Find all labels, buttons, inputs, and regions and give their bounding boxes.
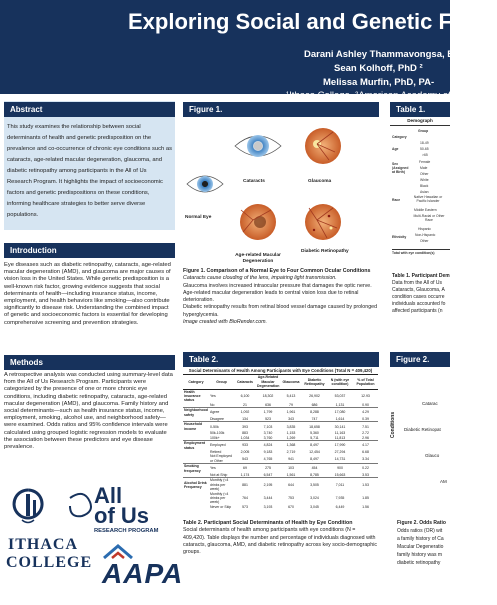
table1-title: Demograph (390, 118, 450, 126)
table2-value-cell: 1.85 (362, 495, 369, 500)
label-diabetic-retinopathy: Diabetic Retinopathy (301, 249, 349, 254)
glaucoma-retina-icon (305, 128, 341, 164)
figure2-condition: AM (440, 479, 447, 484)
table2-value-cell: 523 (265, 417, 271, 422)
introduction-text: Eye diseases such as diabetic retinopathy, cataracts, age-related macular degeneration (AMD), and glaucoma are major causes of vision loss in the United States. While genetic predisposition is a well-known risk factor, growing evidence suggests that social determinants of health—including insurance status, income, employment, and health behaviors like smoking—also contribute significantly to disease risk. Understanding the combined impact of genetic and socioeconomic factors is essential for developing comprehensive screening and prevention strategies. (4, 262, 171, 326)
diabetic-retinopathy-retina-icon (305, 204, 341, 240)
table2-value-cell: 7.51 (353, 422, 378, 431)
table2-caption-title: Table 2. Participant Social Determinants of Health by Eye Condition (183, 520, 353, 526)
table2-value-cell: 881 (234, 478, 256, 492)
figure1-caption (183, 268, 378, 326)
figure2 (392, 368, 450, 508)
table2-value-cell: 636 (265, 402, 271, 407)
table2-value-cell: 3,193 (263, 504, 273, 509)
table1-caption-line: Table 1. Participant Dem (392, 273, 450, 279)
table2-value-cell: 103 (280, 464, 302, 473)
aapa-logo-icon (104, 546, 132, 558)
table2-value-cell: 883 (242, 431, 248, 436)
table1-heading: Table 1. (390, 102, 450, 117)
table2-column-header: Diabetic Retinopathy (302, 375, 327, 389)
table2-group-cell: 0-50k (209, 422, 234, 431)
allofus-wordmark-2: of Us (94, 503, 149, 528)
table2-value-cell: 670 (288, 504, 294, 509)
table2-value-cell: 3,835 (280, 422, 302, 431)
table2-value-cell: 900 (327, 464, 353, 473)
table1-category: Ethnicity (392, 235, 407, 239)
table2-heading: Table 2. (183, 352, 379, 367)
table2-category-cell: Smoking frequency (183, 464, 209, 473)
table2-group-cell: 100k+ (210, 435, 220, 440)
table1-group: White (420, 178, 429, 182)
table1-total: Total with eye condition(s) (392, 249, 450, 255)
amd-retina-icon (240, 204, 276, 240)
logos (0, 480, 184, 600)
table2-caption (183, 520, 378, 556)
figure1-heading: Figure 1. (183, 102, 379, 117)
table2-value-cell: 1,174 (240, 472, 250, 477)
author-3: Melissa Murfin, PhD, PA- (323, 77, 435, 88)
table2-category-cell: Employment status (183, 441, 209, 450)
author-2: Sean Kolhoff, PhD ² (334, 63, 423, 74)
table2-value-cell: 454 (302, 464, 327, 473)
table1-category: Age (392, 147, 399, 151)
table2-value-cell: 2.96 (362, 435, 369, 440)
label-glaucoma: Glaucoma (308, 179, 332, 184)
table2-value-cell: 18,302 (262, 394, 274, 399)
table2-value-cell: 8,497 (302, 441, 327, 450)
figure2-caption (397, 519, 450, 567)
author-1: Darani Ashley Thammavongsa, BS (304, 49, 461, 60)
table1-group: 18-49 (420, 141, 429, 145)
label-normal-eye: Normal Eye (185, 215, 212, 220)
table1-group: Female (419, 160, 431, 164)
table1-caption-line: condition cases occurre (392, 294, 445, 300)
table2-value-cell: 275 (256, 464, 280, 473)
table2-value-cell: 3,760 (263, 435, 273, 440)
figure2-condition: Diabetic Retinopat (404, 427, 441, 432)
table2-row (183, 422, 378, 431)
table2-group-cell: Never or Skip (210, 504, 232, 509)
table2-value-cell: 764 (242, 495, 248, 500)
table2-group-cell: 50k-100k (210, 431, 225, 436)
table2-row (183, 408, 378, 417)
table2-row (183, 464, 378, 473)
table2-value-cell: 1,614 (335, 417, 345, 422)
figure2-caption-line: family history was m (397, 552, 443, 558)
table2-header-row (183, 375, 378, 389)
figure1-caption-line: Cataracts cause clouding of the lens, impairing light transmission. (183, 275, 337, 282)
table2-column-header: Group (209, 375, 234, 389)
table2-value-cell: 6,547 (263, 472, 273, 477)
table2-value-cell: 1,961 (280, 408, 302, 417)
table2-value-cell: 1,153 (286, 431, 296, 436)
table2-category-cell: Alcohol Drink Frequency (183, 478, 209, 492)
figure2-caption-line: a family history of Ca (397, 536, 444, 542)
figure2-caption-line: Macular Degeneratio (397, 544, 444, 550)
table2-value-cell: 3.34 (362, 456, 369, 461)
table1-category: Sex (Assigned at Birth) (392, 162, 409, 174)
table2-group-cell: Retired (210, 449, 222, 454)
table2-value-cell: 7,011 (327, 478, 353, 492)
table2-value-cell: 1,368 (280, 441, 302, 450)
table1-group: Other (420, 239, 429, 243)
poster-header (0, 0, 497, 101)
table2-value-cell: 933 (234, 441, 256, 450)
table2-value-cell: 3,444 (263, 495, 273, 500)
table2-value-cell: 9,183 (263, 449, 273, 454)
table2-group-cell: Yes (209, 464, 234, 473)
table2-category-cell (183, 454, 209, 463)
table2-column-header: Glaucoma (280, 375, 302, 389)
table1-group: Male (420, 166, 428, 170)
table1-caption-line: Cataracts, Glaucoma, A (392, 287, 445, 293)
table2-column-header: % of Total Population (353, 375, 378, 389)
table1-group: Black (420, 184, 429, 188)
table2-body (183, 389, 378, 509)
table2-value-cell: 5,413 (286, 394, 296, 399)
table2-value-cell: 644 (280, 478, 302, 492)
affiliations: ¹Ithaca College, ²American Academy of P (286, 90, 460, 101)
eye-illustration (183, 118, 378, 268)
table2-group-cell: Monthly (<4 drinks per week) (210, 491, 229, 505)
table2-caption-text: Social determinants of health among participants with eye conditions (N = 409,420). Table displays the number and percentage of individuals diagnosed with cataracts, glaucoma, AMD, and diabetic retinopathy across key socio-demographic groups. (183, 527, 378, 556)
table2-column-header: N (with eye condition) (327, 375, 353, 389)
table2-value-cell: 0.22 (353, 464, 378, 473)
table2-value-cell: 6.68 (362, 449, 369, 454)
table2-value-cell: 4.17 (353, 441, 378, 450)
table1-group: Middle Eastern (414, 208, 437, 212)
table1 (390, 118, 450, 268)
table2-row (183, 478, 378, 492)
table2-value-cell: 343 (288, 417, 294, 422)
table2-value-cell: 686 (311, 402, 318, 407)
table2-value-cell: 753 (288, 495, 294, 500)
table1-caption (392, 273, 450, 315)
introduction-heading: Introduction (4, 243, 175, 258)
table2-value-cell: 1,092 (234, 408, 256, 417)
table2-value-cell: 941 (288, 456, 294, 461)
label-cataracts: Cataracts (243, 179, 265, 184)
table2-value-cell: 26,902 (309, 394, 320, 399)
table1-caption-line: individuals accounted fo (392, 301, 446, 307)
table2-value-cell: 11,813 (334, 435, 346, 440)
aapa-wordmark: AAPA (102, 558, 184, 589)
table2-group-cell: Not at Ship (210, 472, 228, 477)
ithaca-wordmark-1: ITHACA (8, 536, 79, 553)
ithaca-wordmark-2: COLLEGE (6, 554, 93, 571)
table2-value-cell: 17,080 (327, 408, 353, 417)
table2-value-cell: 0.90 (362, 402, 369, 407)
table2-value-cell: 3,505 (302, 478, 327, 492)
allofus-wordmark-1: All (94, 483, 123, 508)
table2-value-cell: 79 (289, 402, 293, 407)
table2-value-cell: 747 (311, 417, 318, 422)
table2-group-cell: Employed (209, 441, 234, 450)
table2-value-cell: 393 (234, 422, 256, 431)
table2-category-cell (183, 505, 209, 509)
table2-value-cell: 1,034 (240, 435, 250, 440)
table1-category: Category (392, 135, 407, 139)
table2-value-cell: 8,785 (310, 472, 319, 477)
table2-value-cell: 1,269 (286, 435, 296, 440)
table2-value-cell: 7,935 (335, 495, 345, 500)
table2-value-cell: 5,711 (310, 435, 319, 440)
label-amd: Age-related Macular Degeneration (235, 253, 281, 264)
figure2-caption-line: Figure 2. Odds Ratio (397, 520, 446, 526)
table2-value-cell: 3,045 (310, 504, 319, 509)
table2-value-cell: 1.53 (353, 478, 378, 492)
table1-group: Multi-Racial or Other Race (413, 214, 445, 222)
table1-caption-line: Data from the All of Us (392, 280, 443, 286)
table2-value-cell: 6,449 (335, 504, 345, 509)
table2-column-header: Category (183, 375, 209, 389)
figure2-caption-line: diabetic retinopathy (397, 560, 441, 566)
table2-value-cell: 4.29 (353, 408, 378, 417)
table2-grid (183, 368, 378, 509)
table2-value-cell: 0.39 (362, 417, 369, 422)
table1-group: Native Hawaiian or Pacific Islander (413, 195, 443, 203)
figure1-caption-line: Diabetic retinopathy results from retinal blood vessel damage caused by prolonged hyperglycemia. (183, 304, 378, 318)
table2-title: Social Determinants of Health Among Participants with Eye Conditions (Total N = 409,420) (183, 368, 378, 375)
table2 (183, 368, 378, 509)
figure1-caption-line: Glaucoma involves increased intraocular pressure that damages the optic nerve. (183, 282, 372, 289)
figure2-caption-line: Odds ratios (OR) wit (397, 528, 443, 534)
table2-category-cell: Household income (183, 422, 209, 431)
table2-group-cell: Yes (210, 394, 216, 399)
abstract-text: This study examines the relationship between social determinants of health and genetic predisposition on the prevalence and co-occurrence of chronic eye conditions such as cataracts, age-related macular degeneration, glaucoma, and diabetic retinopathy among participants in the All of Us Research Program. It highlights the impact of socioeconomic factors and genetic predispositions on these conditions, informing healthcare strategies to better serve diverse populations. (7, 124, 172, 218)
allofus-subtitle: RESEARCH PROGRAM (94, 528, 159, 534)
table2-row (183, 441, 378, 450)
table2-group-cell: Monthly (<4 drinks per week) (209, 478, 234, 492)
table2-value-cell: 1,131 (335, 402, 345, 407)
abstract-heading: Abstract (4, 102, 175, 117)
table1-category: Race (392, 198, 401, 202)
poster-title: Exploring Social and Genetic Facto (128, 9, 497, 34)
table2-value-cell: 17,990 (327, 441, 353, 450)
table2-value-cell: 11,163 (334, 431, 346, 436)
table2-value-cell: 1,799 (256, 408, 280, 417)
table2-column-header: Cataracts (234, 375, 256, 389)
figure1-caption-line: Age-related macular degeneration leads to central vision loss due to retinal deterioration. (183, 289, 359, 304)
table2-column-header: Age-Related Macular Degeneration (257, 375, 280, 389)
table2-value-cell: 573 (242, 504, 248, 509)
table2-value-cell: 27,294 (334, 449, 346, 454)
figure1-caption-line: Image created with BioRender.com. (183, 319, 268, 326)
table2-row (183, 389, 378, 403)
table2-row (183, 505, 378, 509)
figure2-condition: Glauco (425, 453, 440, 458)
methods-text: A retrospective analysis was conducted using summary-level data from the All of Us Research Program. Participants were categorized by the presence of one or more chronic eye conditions, including diabetic retinopathy, cataracts, age-related macular degeneration (AMD), and glaucoma. Family history and social determinants—such as health insurance status, income, employment, smoking, alcohol use, and neighborhood safety—were examined. Odds ratios and 95% confidence intervals were calculated using grouped logistic regression models to evaluate the association between these predictors and eye disease prevalence. (4, 372, 173, 451)
table2-group-cell: No (210, 402, 215, 407)
figure2-heading: Figure 2. (390, 352, 450, 367)
table1-caption-line: affected participants (n (392, 308, 443, 314)
table2-value-cell: 543 (242, 456, 248, 461)
table2-value-cell: 21 (243, 402, 247, 407)
table1-group: Asian (420, 190, 429, 194)
table2-value-cell: 2,005 (240, 449, 250, 454)
figure2-condition: Catarac (422, 401, 438, 406)
figure2-y-axis-label: Conditions (390, 411, 396, 438)
table2-group-cell: Not Employed or Other (210, 454, 232, 463)
figure1-caption-title: Figure 1. Comparison of a Normal Eye to Four Common Ocular Conditions (183, 268, 371, 274)
table2-value-cell: 53,037 (334, 394, 346, 399)
table2-value-cell: 6,100 (240, 394, 250, 399)
table2-value-cell: 3,024 (310, 495, 319, 500)
table1-group: Other (420, 172, 429, 176)
table2-value-cell: 7,103 (256, 422, 280, 431)
table2-value-cell: 8,497 (310, 456, 319, 461)
table2-value-cell: 4,765 (263, 456, 273, 461)
table2-value-cell: 5,360 (310, 431, 319, 436)
table2-value-cell: 12.93 (361, 394, 370, 399)
table2-value-cell: 4,824 (256, 441, 280, 450)
table1-group: 50-65 (420, 147, 429, 151)
table2-value-cell: 15,663 (334, 472, 346, 477)
table2-value-cell: 2,719 (286, 449, 296, 454)
table2-value-cell: 8,288 (302, 408, 327, 417)
table2-row (183, 454, 378, 463)
table2-category-cell (183, 492, 209, 505)
methods-heading: Methods (4, 355, 175, 370)
table1-col-header: Group (418, 129, 429, 133)
table2-row (183, 492, 378, 505)
table2-value-cell: 3,740 (263, 431, 273, 436)
allofus-logo-icon (70, 494, 91, 516)
table2-value-cell: 18,658 (302, 422, 327, 431)
table2-value-cell: 2.72 (362, 431, 369, 436)
table1-group: >65 (422, 153, 428, 157)
table2-value-cell: 134 (242, 417, 248, 422)
table1-group: Hispanic (418, 227, 432, 231)
table2-value-cell: 14,731 (334, 456, 346, 461)
normal-eye-icon (187, 176, 223, 192)
table2-value-cell: 1,561 (286, 472, 296, 477)
table2-value-cell: 1.56 (362, 504, 369, 509)
cataract-eye-icon (235, 135, 281, 157)
table2-value-cell: 12,454 (309, 449, 320, 454)
table2-category-cell: Neighborhood safety (184, 408, 208, 417)
table2-group-cell: Agree (209, 408, 234, 417)
ithaca-seal-icon (14, 490, 42, 523)
table2-value-cell: 2,195 (256, 478, 280, 492)
table2-group-cell: Disagree (210, 417, 225, 422)
table2-value-cell: 69 (234, 464, 256, 473)
table2-value-cell: 3.53 (362, 472, 369, 477)
table2-category-cell: Health insurance status (184, 389, 201, 403)
table1-group: Non-Hispanic (415, 233, 436, 237)
table2-value-cell: 30,141 (327, 422, 353, 431)
